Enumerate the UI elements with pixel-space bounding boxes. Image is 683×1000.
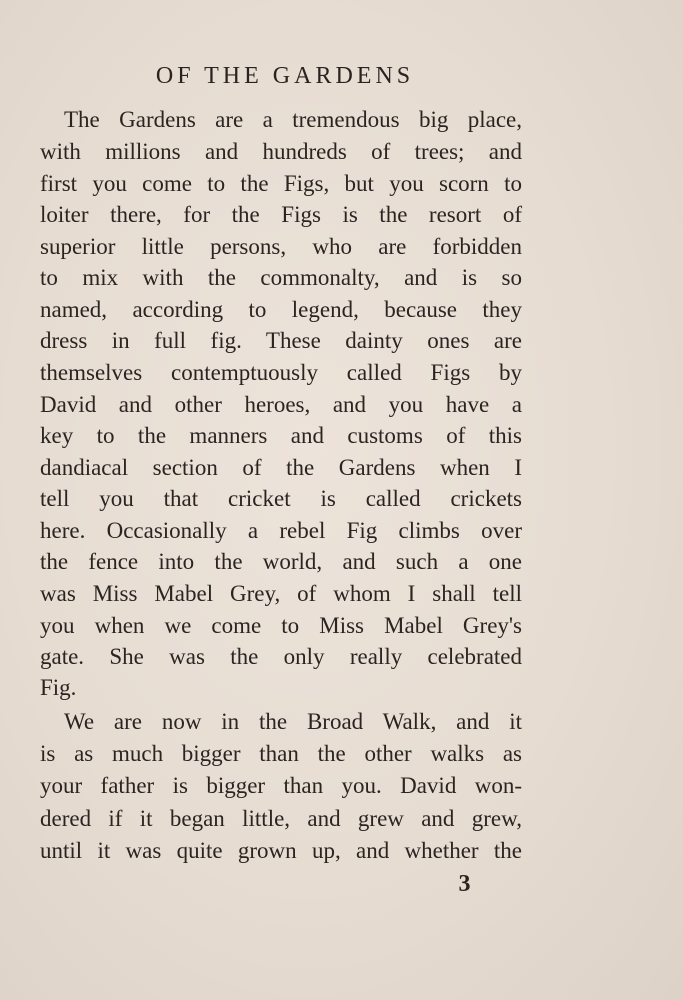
text-line: is as much bigger than the other walks as xyxy=(40,741,522,766)
running-head: OF THE GARDENS xyxy=(155,63,415,89)
page-number: 3 xyxy=(458,871,471,897)
text-line: Fig. xyxy=(40,675,77,700)
text-line: the fence into the world, and such a one xyxy=(40,549,522,574)
text-line: We are now in the Broad Walk, and it xyxy=(64,709,522,734)
text-line: to mix with the commonalty, and is so xyxy=(40,265,522,290)
text-line: your father is bigger than you. David won- xyxy=(40,773,522,798)
text-line: tell you that cricket is called crickets xyxy=(40,486,522,511)
text-line: gate. She was the only really celebrated xyxy=(40,644,522,669)
text-line: key to the manners and customs of this xyxy=(40,423,522,448)
text-line: dandiacal section of the Gardens when I xyxy=(40,455,522,480)
text-line: dress in full fig. These dainty ones are xyxy=(40,328,522,353)
text-line: until it was quite grown up, and whether the xyxy=(40,838,522,863)
text-line: dered if it began little, and grew and grew, xyxy=(40,806,522,831)
text-line: themselves contemptuously called Figs by xyxy=(40,360,522,385)
text-line: you when we come to Miss Mabel Grey's xyxy=(40,613,522,638)
text-line: with millions and hundreds of trees; and xyxy=(40,139,522,164)
text-line: named, according to legend, because they xyxy=(40,297,522,322)
text-line: here. Occasionally a rebel Fig climbs over xyxy=(40,518,522,543)
text-line: The Gardens are a tremendous big place, xyxy=(64,107,522,132)
text-line: David and other heroes, and you have a xyxy=(40,392,522,417)
text-line: first you come to the Figs, but you scorn to xyxy=(40,171,522,196)
text-line: loiter there, for the Figs is the resort of xyxy=(40,202,522,227)
text-line: superior little persons, who are forbidden xyxy=(40,234,522,259)
text-line: was Miss Mabel Grey, of whom I shall tell xyxy=(40,581,522,606)
